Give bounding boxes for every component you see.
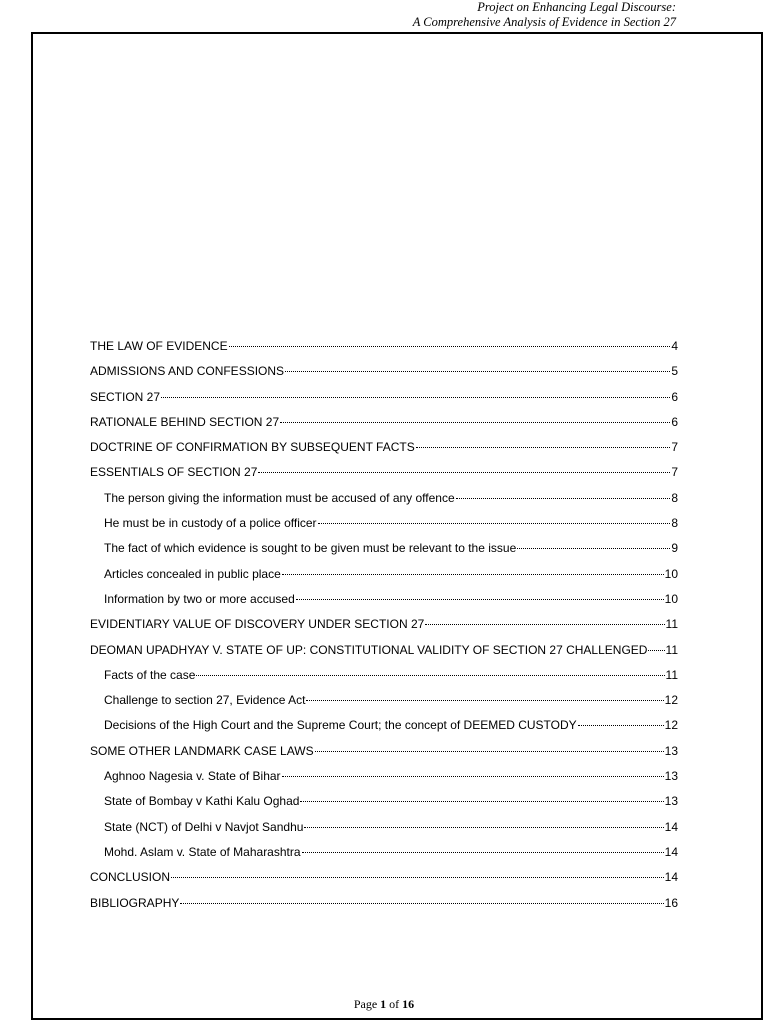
toc-entry[interactable]: [90, 891, 678, 916]
footer-page-word: Page: [353, 997, 378, 1011]
toc-entry-page-number: 7: [671, 465, 678, 480]
toc-entry[interactable]: [90, 334, 678, 359]
toc-entry-title: ADMISSIONS AND CONFESSIONS: [90, 364, 285, 379]
toc-entry[interactable]: [90, 815, 678, 840]
toc-entry-page-number: 12: [664, 693, 678, 708]
toc-entry[interactable]: [90, 435, 678, 460]
toc-dot-leader: [304, 827, 663, 828]
toc-entry-page-number: 13: [664, 794, 678, 809]
toc-dot-leader: [285, 371, 670, 372]
toc-entry-title: DEOMAN UPADHYAY V. STATE OF UP: CONSTITUTIONAL VALIDITY OF SECTION 27 CHALLENGED: [90, 642, 648, 657]
toc-dot-leader: [282, 776, 664, 777]
toc-entry-page-number: 10: [664, 591, 678, 606]
toc-entry-title: SOME OTHER LANDMARK CASE LAWS: [90, 743, 314, 758]
toc-entry-page-number: 4: [671, 339, 678, 353]
toc-entry-title: ESSENTIALS OF SECTION 27: [90, 465, 258, 480]
toc-entry-page-number: 14: [664, 870, 678, 885]
toc-entry-page-number: 6: [671, 389, 678, 404]
toc-entry[interactable]: [90, 587, 678, 612]
footer-total-pages: 16: [402, 997, 415, 1011]
toc-entry[interactable]: [90, 713, 678, 738]
toc-entry-page-number: 9: [671, 541, 678, 556]
toc-entry-title: State of Bombay v Kathi Kalu Oghad: [104, 794, 300, 809]
toc-entry-title: SECTION 27: [90, 389, 161, 404]
header-line-2: A Comprehensive Analysis of Evidence in Section 27: [412, 15, 676, 29]
header-line-1: Project on Enhancing Legal Discourse:: [477, 0, 676, 14]
toc-entry[interactable]: [90, 562, 678, 587]
toc-entry[interactable]: [90, 359, 678, 384]
toc-entry-title: RATIONALE BEHIND SECTION 27: [90, 414, 280, 429]
toc-entry-title: THE LAW OF EVIDENCE: [90, 339, 228, 353]
toc-entry-title: CONCLUSION: [90, 870, 171, 885]
toc-entry-title: Facts of the case: [104, 667, 196, 682]
toc-dot-leader: [456, 498, 671, 499]
table-of-contents: [90, 334, 678, 916]
toc-dot-leader: [648, 650, 664, 651]
toc-entry-page-number: 14: [664, 819, 678, 834]
toc-dot-leader: [171, 877, 664, 878]
toc-dot-leader: [196, 675, 664, 676]
toc-entry-page-number: 11: [665, 667, 678, 682]
toc-dot-leader: [300, 801, 663, 802]
toc-dot-leader: [318, 523, 671, 524]
toc-entry-title: The fact of which evidence is sought to be given must be relevant to the issue: [104, 541, 517, 556]
page-footer: [0, 997, 768, 1012]
toc-entry-page-number: 11: [665, 642, 678, 657]
toc-entry[interactable]: [90, 486, 678, 511]
toc-entry[interactable]: [90, 410, 678, 435]
toc-entry-title: Decisions of the High Court and the Supreme Court; the concept of DEEMED CUSTODY: [104, 718, 577, 733]
toc-entry[interactable]: [90, 739, 678, 764]
toc-entry[interactable]: [90, 688, 678, 713]
toc-entry[interactable]: [90, 536, 678, 561]
toc-entry-page-number: 8: [671, 516, 678, 531]
toc-entry[interactable]: [90, 764, 678, 789]
toc-entry[interactable]: [90, 385, 678, 410]
toc-dot-leader: [302, 852, 664, 853]
toc-entry[interactable]: [90, 460, 678, 485]
toc-entry-page-number: 6: [671, 414, 678, 429]
toc-entry-title: The person giving the information must be accused of any offence: [104, 490, 455, 505]
footer-of-word: of: [389, 997, 400, 1011]
toc-dot-leader: [296, 599, 664, 600]
toc-entry-page-number: 12: [664, 718, 678, 733]
toc-dot-leader: [306, 700, 663, 701]
toc-entry-page-number: 13: [664, 743, 678, 758]
toc-dot-leader: [282, 574, 664, 575]
toc-entry-title: BIBLIOGRAPHY: [90, 895, 180, 910]
toc-entry-title: Information by two or more accused: [104, 591, 295, 606]
toc-dot-leader: [280, 422, 670, 423]
toc-entry-page-number: 14: [664, 844, 678, 859]
running-header: [413, 0, 676, 30]
toc-entry-page-number: 5: [671, 364, 678, 379]
toc-entry-page-number: 7: [671, 440, 678, 455]
toc-dot-leader: [425, 624, 664, 625]
toc-entry-page-number: 13: [664, 769, 678, 784]
toc-entry-page-number: 10: [664, 566, 678, 581]
toc-entry[interactable]: [90, 612, 678, 637]
toc-entry[interactable]: [90, 865, 678, 890]
toc-entry-title: State (NCT) of Delhi v Navjot Sandhu: [104, 819, 304, 834]
toc-entry-title: Aghnoo Nagesia v. State of Bihar: [104, 769, 281, 784]
toc-dot-leader: [258, 472, 670, 473]
toc-entry-title: EVIDENTIARY VALUE OF DISCOVERY UNDER SECTION 27: [90, 617, 425, 632]
toc-entry-title: Challenge to section 27, Evidence Act: [104, 693, 306, 708]
toc-entry[interactable]: [90, 511, 678, 536]
toc-entry-title: Articles concealed in public place: [104, 566, 281, 581]
toc-dot-leader: [416, 447, 671, 448]
toc-entry-title: DOCTRINE OF CONFIRMATION BY SUBSEQUENT FACTS: [90, 440, 415, 455]
toc-dot-leader: [180, 903, 663, 904]
toc-entry-page-number: 8: [671, 490, 678, 505]
toc-entry[interactable]: [90, 638, 678, 663]
toc-entry-page-number: 11: [665, 617, 678, 632]
toc-entry[interactable]: [90, 789, 678, 814]
toc-entry-page-number: 16: [664, 895, 678, 910]
toc-dot-leader: [315, 751, 664, 752]
toc-dot-leader: [578, 725, 664, 726]
toc-dot-leader: [161, 397, 670, 398]
footer-current-page: 1: [380, 997, 387, 1011]
toc-dot-leader: [517, 548, 670, 549]
toc-entry[interactable]: [90, 840, 678, 865]
toc-entry-title: He must be in custody of a police officer: [104, 516, 317, 531]
toc-entry[interactable]: [90, 663, 678, 688]
toc-entry-title: Mohd. Aslam v. State of Maharashtra: [104, 844, 301, 859]
toc-dot-leader: [229, 346, 671, 347]
